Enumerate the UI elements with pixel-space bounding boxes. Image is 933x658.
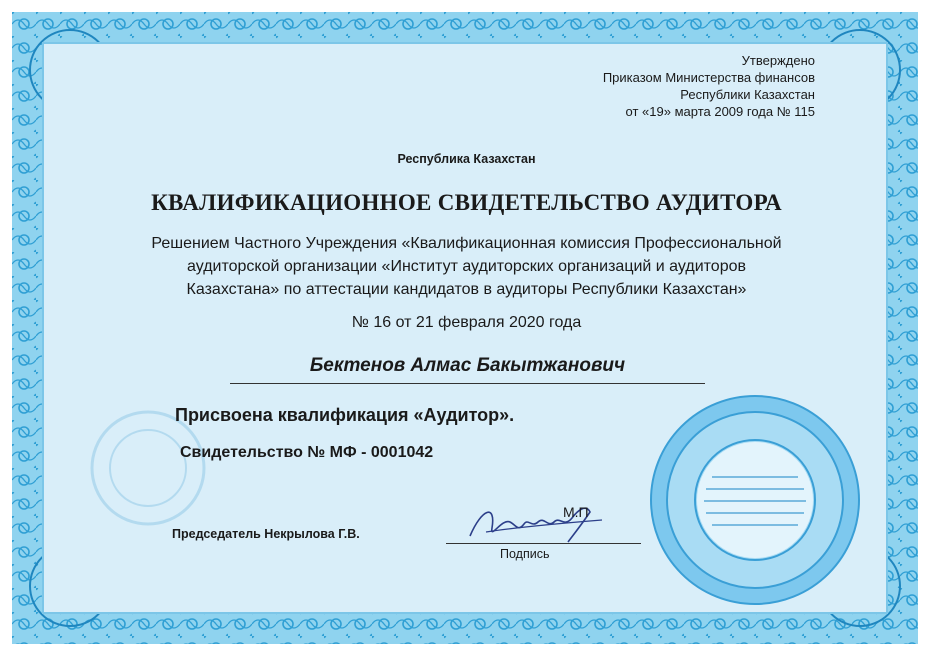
approval-line-1: Утверждено: [741, 53, 815, 68]
country-label: Республика Казахстан: [397, 152, 536, 166]
decision-line-2: аудиторской организации «Институт аудиторских организаций и аудиторов: [187, 258, 746, 275]
approval-line-2: Приказом Министерства финансов: [602, 70, 815, 85]
round-seal-icon: [640, 385, 870, 615]
signature-label: Подпись: [500, 547, 550, 561]
decision-line-1: Решением Частного Учреждения «Квалификационная комиссия Профессиональной: [151, 235, 782, 252]
certificate-title: КВАЛИФИКАЦИОННОЕ СВИДЕТЕЛЬСТВО АУДИТОРА: [151, 190, 782, 215]
approval-line-3: Республики Казахстан: [680, 87, 815, 102]
stamp-place-label: М.П: [563, 504, 589, 520]
approval-note: [603, 52, 815, 120]
certificate-number: Свидетельство № МФ - 0001042: [180, 444, 434, 461]
faint-seal-icon: [88, 408, 208, 528]
chairman-label: Председатель Некрылова Г.В.: [172, 527, 360, 541]
decision-number: № 16 от 21 февраля 2020 года: [351, 314, 582, 331]
approval-line-4: от «19» марта 2009 года № 115: [625, 104, 815, 119]
signature-line: [446, 543, 641, 544]
decision-text: [90, 232, 843, 301]
handwritten-signature-icon: [462, 498, 612, 548]
decision-line-3: Казахстана» по аттестации кандидатов в аудиторы Республики Казахстан»: [186, 281, 747, 298]
qualification-text: Присвоена квалификация «Аудитор».: [175, 405, 515, 425]
holder-name: Бектенов Алмас Бакытжанович: [230, 355, 705, 384]
